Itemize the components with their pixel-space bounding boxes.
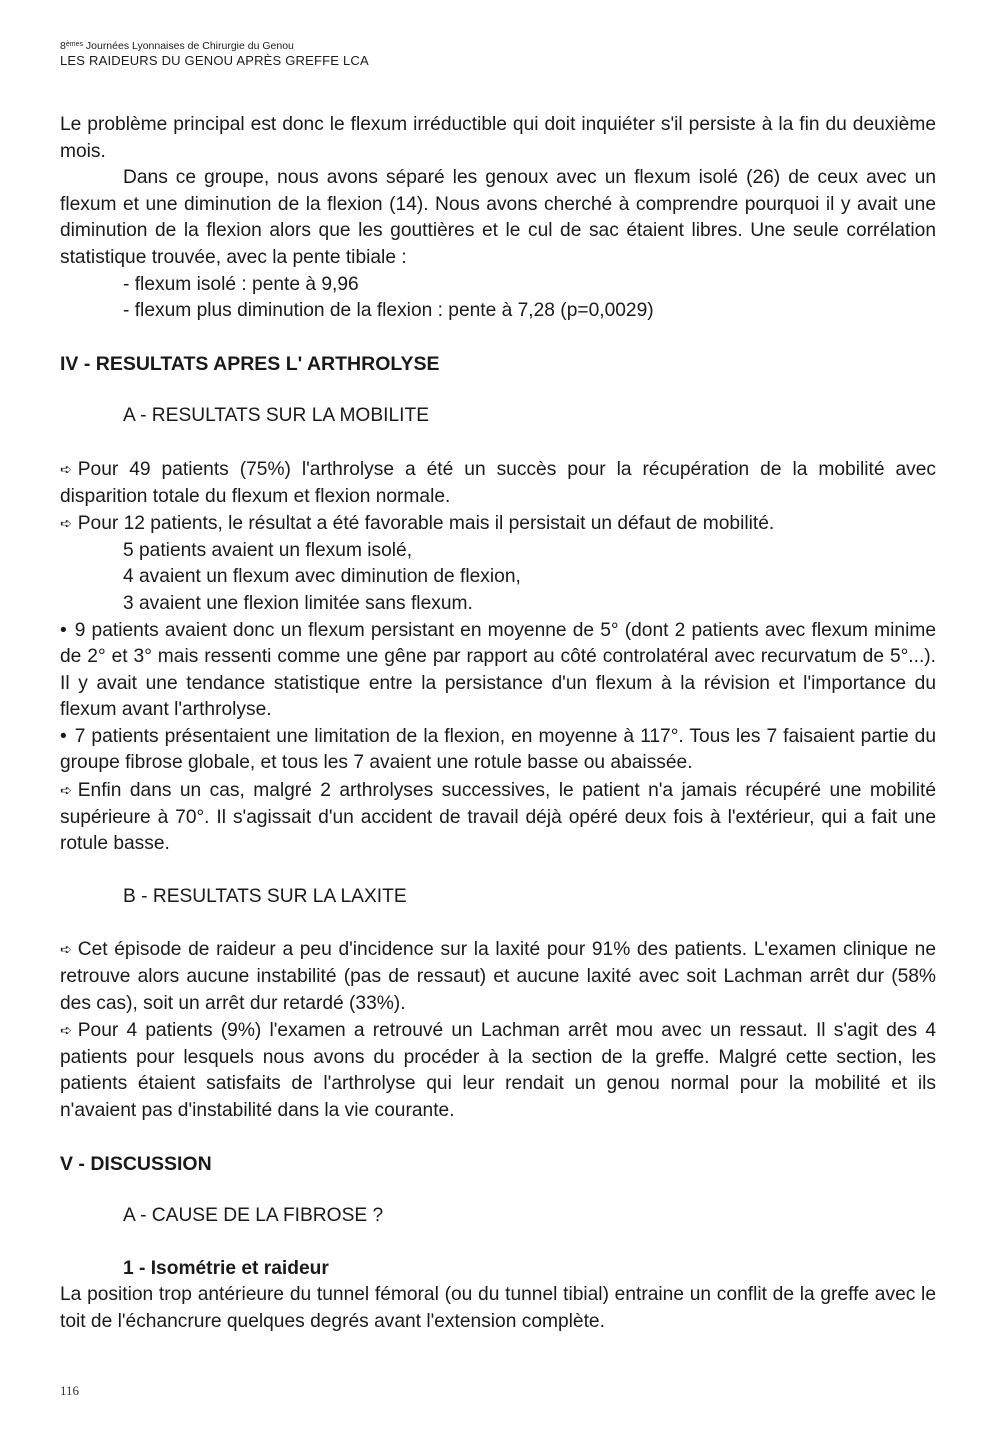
arrow-icon: ➪ — [60, 515, 72, 532]
paragraph-flexum-problem: Le problème principal est donc le flexum irréductible qui doit inquiéter s'il persiste à la fin du deuxième mois. — [60, 114, 936, 162]
conference-name: 8èmes Journées Lyonnaises de Chirurgie du Genou — [60, 40, 294, 52]
section-heading-results: IV - RESULTATS APRES L' ARTHROLYSE — [60, 352, 440, 375]
subsubsection-heading-isometry: 1 - Isométrie et raideur — [123, 1257, 329, 1279]
paragraph-tunnel-position: La position trop antérieure du tunnel fémoral (ou du tunnel tibial) entraine un conflit de la greffe avec le toit de l'échancrure quelques degrés avant l'extension complète. — [60, 1284, 936, 1332]
chapter-title: LES RAIDEURS DU GENOU APRÈS GREFFE LCA — [60, 53, 369, 68]
list-item-flexum-plus: - flexum plus diminution de la flexion : pente à 7,28 (p=0,0029) — [123, 300, 654, 322]
paragraph-favorable: ➪ Pour 12 patients, le résultat a été favorable mais il persistait un défaut de mobilité. — [60, 510, 936, 538]
paragraph-groups: Dans ce groupe, nous avons séparé les genoux avec un flexum isolé (26) de ceux avec un flexum et une diminution de la flexion (14). Nous avons cherché à comprendre pourquoi il y avait une diminution de la flexion alors que les gouttières et le cul de sac étaient libres. Une seule corrélation statistique trouvée, avec la pente tibiale : — [60, 167, 936, 268]
list-item-four-patients: 4 avaient un flexum avec diminution de flexion, — [123, 566, 521, 588]
subsection-heading-fibrosis-cause: A - CAUSE DE LA FIBROSE ? — [123, 1205, 384, 1227]
arrow-icon: ➪ — [60, 782, 72, 799]
bullet-icon: • — [60, 619, 67, 641]
section-heading-discussion: V - DISCUSSION — [60, 1152, 212, 1175]
paragraph-one-case: ➪ Enfin dans un cas, malgré 2 arthrolyses successives, le patient n'a jamais récupéré une mobilité supérieure à 70°. Il s'agissait d'un accident de travail déjà opéré deux fois à l'extérieur, qui a fait une rotule basse. — [60, 777, 936, 858]
main-text — [60, 112, 936, 1336]
bullet-icon: • — [60, 725, 67, 747]
subsection-heading-laxity: B - RESULTATS SUR LA LAXITE — [123, 885, 407, 907]
paragraph-success: ➪ Pour 49 patients (75%) l'arthrolyse a été un succès pour la récupération de la mobilité avec disparition totale du flexum et flexion normale. — [60, 456, 936, 510]
running-header — [60, 38, 940, 68]
list-item-isolated-flexum: - flexum isolé : pente à 9,96 — [123, 273, 359, 295]
list-item-three-patients: 3 avaient une flexion limitée sans flexum. — [123, 592, 473, 614]
page-number: 116 — [60, 1383, 80, 1398]
paragraph-laxity-incidence: ➪ Cet épisode de raideur a peu d'incidence sur la laxité pour 91% des patients. L'examen clinique ne retrouve alors aucune instabilité (pas de ressaut) et aucune laxité avec soit Lachman arrêt dur (58% des cas), soit un arrêt dur retardé (33%). — [60, 936, 936, 1017]
list-item-five-patients: 5 patients avaient un flexum isolé, — [123, 539, 413, 561]
paragraph-seven-patients: • 7 patients présentaient une limitation de la flexion, en moyenne à 117°. Tous les 7 faisaient partie du groupe fibrose globale, et tous les 7 avaient une rotule basse ou abaissée. — [60, 725, 936, 774]
arrow-icon: ➪ — [60, 941, 72, 958]
arrow-icon: ➪ — [60, 460, 72, 477]
paragraph-four-patients: ➪ Pour 4 patients (9%) l'examen a retrouvé un Lachman arrêt mou avec un ressaut. Il s'agit des 4 patients pour lesquels nous avons du procéder à la section de la greffe. Malgré cette section, les patients étaient satisfaits de l'arthrolyse qui leur rendait un genou normal pour la mobilité et ils n'avaient pas d'instabilité dans la vie courante. — [60, 1017, 936, 1124]
subsection-heading-mobility: A - RESULTATS SUR LA MOBILITE — [123, 405, 430, 427]
paragraph-nine-patients: • 9 patients avaient donc un flexum persistant en moyenne de 5° (dont 2 patients avec flexum minime de 2° et 3° mais ressenti comme une gêne par rapport au côté controlatéral avec recurvatum de 5°...). Il y avait une tendance statistique entre la persistance d'un flexum à la révision et l'importance du flexum avant l'arthrolyse. — [60, 619, 936, 721]
arrow-icon: ➪ — [60, 1022, 72, 1039]
